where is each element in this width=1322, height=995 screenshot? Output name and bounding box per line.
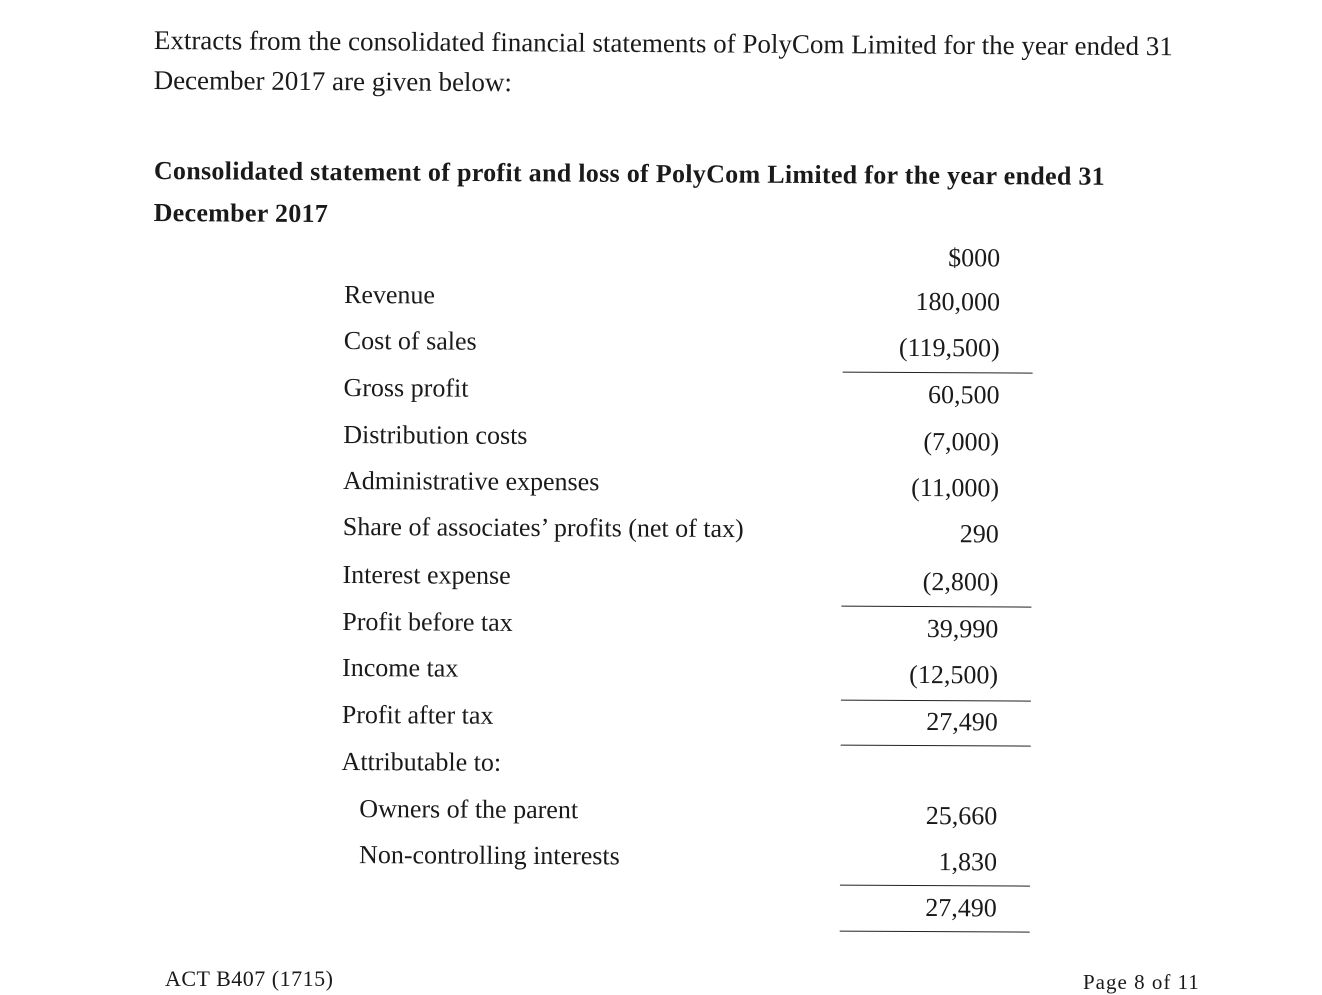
table-row-gross-profit (343, 373, 1003, 416)
table-row-attributable-to (341, 747, 1001, 790)
subtotal-rule (840, 885, 1030, 887)
table-row-distribution-costs (343, 420, 1003, 463)
row-label: Profit before tax (342, 606, 513, 637)
row-amount: 27,490 (925, 893, 997, 923)
intro-line-1: Extracts from the consolidated financial statements of PolyCom Limited for the year ended 31 (153, 24, 1173, 62)
table-row-owners-of-parent (341, 794, 1001, 837)
table-row-profit-before-tax (342, 607, 1002, 650)
subtotal-rule (843, 372, 1033, 374)
row-label: Revenue (343, 280, 436, 310)
table-row-administrative-expenses (343, 466, 1003, 509)
total-rule (840, 931, 1030, 933)
row-amount: 27,490 (926, 707, 998, 737)
row-amount: 25,660 (925, 801, 998, 831)
row-label: Attributable to: (341, 746, 502, 777)
statement-title-line-2: December 2017 (153, 197, 329, 229)
row-label: Cost of sales (343, 325, 477, 356)
row-label: Gross profit (343, 372, 469, 403)
statement-title-line-1: Consolidated statement of profit and loss of PolyCom Limited for the year ended 31 (153, 155, 1106, 191)
row-label: Income tax (341, 652, 459, 683)
unit-header: $000 (948, 243, 1001, 273)
row-label: Interest expense (342, 559, 511, 590)
footer-course-code: ACT B407 (1715) (165, 966, 334, 991)
row-amount: (12,500) (909, 659, 999, 690)
row-amount: (7,000) (923, 427, 1000, 457)
subtotal-rule (841, 606, 1031, 608)
table-row-interest-expense (342, 560, 1002, 603)
footer-page-number: Page 8 of 11 (1083, 970, 1200, 994)
total-rule (841, 745, 1031, 747)
table-row-share-of-associates (343, 512, 1003, 555)
row-amount: 180,000 (915, 286, 1001, 317)
table-row-revenue (344, 280, 1004, 323)
table-row-cost-of-sales (344, 326, 1004, 369)
row-label: Distribution costs (343, 419, 528, 450)
row-label: Administrative expenses (342, 465, 600, 497)
row-amount: 1,830 (938, 847, 998, 877)
table-row-profit-after-tax (342, 700, 1002, 743)
row-amount: 39,990 (926, 614, 999, 644)
table-row-attributable-total (341, 886, 1001, 929)
row-amount: (119,500) (898, 332, 1000, 363)
row-amount: (2,800) (922, 567, 999, 597)
row-label: Share of associates’ profits (net of tax) (342, 511, 744, 544)
row-amount: 60,500 (927, 380, 1000, 410)
row-label: Owners of the parent (359, 794, 579, 825)
table-row-income-tax (342, 653, 1002, 696)
intro-line-2: December 2017 are given below: (153, 64, 513, 98)
table-row-non-controlling-interests (341, 840, 1001, 883)
row-label: Profit after tax (341, 699, 494, 730)
row-amount: 290 (959, 519, 999, 549)
row-amount: (11,000) (911, 472, 1000, 503)
row-label: Non-controlling interests (359, 840, 620, 871)
subtotal-rule (841, 700, 1031, 702)
